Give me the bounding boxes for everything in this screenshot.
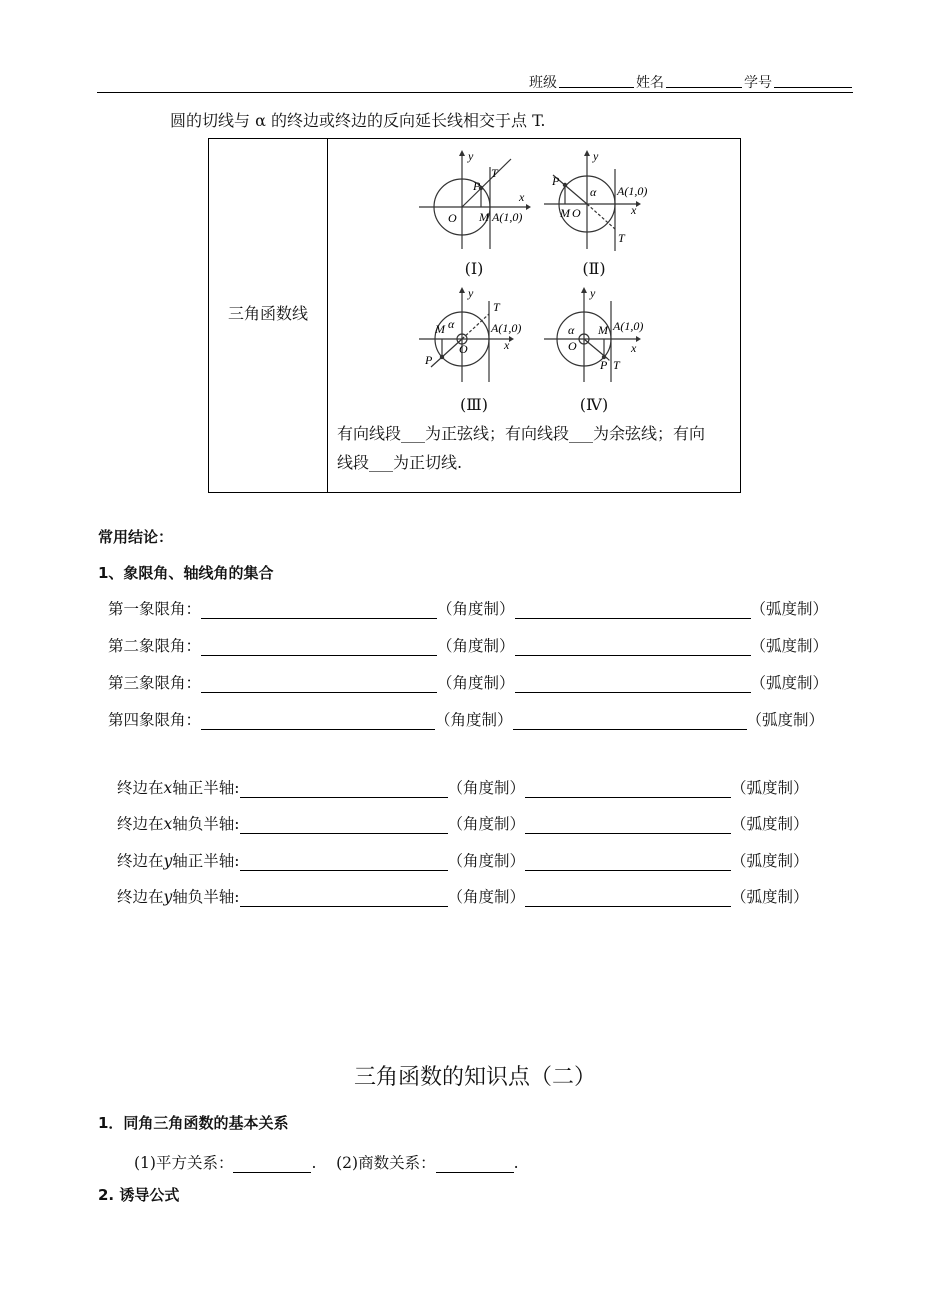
- caption-1: (Ⅰ): [464, 259, 484, 278]
- degree-label: （角度制）: [447, 852, 526, 870]
- svg-text:A(1,0): A(1,0): [491, 321, 522, 335]
- radian-blank[interactable]: [515, 639, 751, 656]
- axis-post: 轴负半轴:: [172, 888, 240, 906]
- degree-blank[interactable]: [201, 713, 435, 730]
- radian-blank[interactable]: [515, 676, 751, 693]
- axis-row-4: [117, 885, 809, 907]
- square-relation-label: (1)平方关系：: [134, 1154, 234, 1172]
- radian-label: （弧度制）: [731, 815, 809, 833]
- radian-blank[interactable]: [525, 781, 731, 798]
- degree-blank[interactable]: [201, 639, 437, 656]
- svg-text:M: M: [598, 323, 608, 337]
- svg-text:y: y: [590, 287, 596, 300]
- radian-label: （弧度制）: [750, 637, 829, 655]
- degree-label: （角度制）: [437, 674, 515, 692]
- degree-label: （角度制）: [447, 888, 526, 906]
- section-title: 三角函数的知识点（二）: [353, 1065, 596, 1090]
- axis-var: x: [163, 779, 173, 797]
- radian-blank[interactable]: [525, 817, 731, 834]
- svg-text:α: α: [568, 323, 575, 337]
- degree-blank[interactable]: [240, 817, 448, 834]
- svg-text:O: O: [459, 342, 468, 356]
- svg-text:M: M: [435, 322, 445, 336]
- note-line-1: 有向线段___为正弦线；有向线段___为余弦线；有向: [337, 424, 706, 443]
- degree-label: （角度制）: [447, 815, 526, 833]
- id-label: 学号: [744, 75, 772, 91]
- quadrant-sets-heading: 1、象限角、轴线角的集合: [98, 564, 274, 582]
- page-header: [97, 70, 853, 93]
- svg-text:y: y: [468, 149, 474, 163]
- quadrant-label: 第一象限角：: [108, 600, 202, 618]
- degree-blank[interactable]: [201, 676, 437, 693]
- trig-lines-table: [208, 138, 741, 493]
- quadrant-row-1: [108, 597, 828, 619]
- axis-pre: 终边在: [117, 888, 164, 906]
- svg-text:T: T: [618, 231, 625, 245]
- axis-post: 轴正半轴:: [172, 852, 240, 870]
- axis-row-2: [117, 812, 809, 834]
- quadrant-label: 第四象限角：: [108, 711, 202, 729]
- svg-text:x: x: [631, 341, 637, 355]
- quadrant-label: 第三象限角：: [108, 674, 202, 692]
- note-line-2: 线段___为正切线.: [337, 453, 463, 472]
- svg-text:P: P: [473, 179, 481, 193]
- axis-row-1: [117, 776, 809, 798]
- quadrant-row-2: [108, 634, 828, 656]
- axis-post: 轴负半轴:: [172, 815, 240, 833]
- conclusions-heading: 常用结论：: [98, 528, 174, 546]
- diagram-2: [544, 149, 664, 258]
- radian-label: （弧度制）: [746, 711, 825, 729]
- radian-label: （弧度制）: [731, 779, 809, 797]
- diagram-4: [544, 287, 664, 391]
- axis-pre: 终边在: [117, 852, 164, 870]
- radian-label: （弧度制）: [731, 888, 809, 906]
- quadrant-row-3: [108, 671, 828, 693]
- id-blank[interactable]: [774, 72, 852, 88]
- axis-pre: 终边在: [117, 815, 164, 833]
- svg-text:x: x: [519, 190, 525, 204]
- degree-blank[interactable]: [201, 602, 437, 619]
- svg-text:T: T: [493, 300, 500, 314]
- relations-row: (1)平方关系： . (2)商数关系： .: [134, 1154, 519, 1172]
- svg-text:A(1,0): A(1,0): [617, 184, 648, 198]
- caption-3: (Ⅲ): [460, 395, 488, 414]
- radian-label: （弧度制）: [750, 600, 829, 618]
- svg-text:P: P: [600, 358, 608, 372]
- svg-text:α: α: [590, 185, 597, 199]
- radian-label: （弧度制）: [731, 852, 809, 870]
- degree-label: （角度制）: [437, 637, 515, 655]
- diagram-1: [417, 149, 537, 258]
- svg-text:x: x: [631, 203, 637, 217]
- svg-text:O: O: [448, 211, 457, 225]
- degree-label: （角度制）: [435, 711, 513, 729]
- svg-text:x: x: [504, 338, 510, 352]
- intro-text: 圆的切线与 α 的终边或终边的反向延长线相交于点 T.: [170, 111, 546, 130]
- trig-lines-note: [337, 419, 735, 477]
- radian-blank[interactable]: [513, 713, 747, 730]
- quadrant-label: 第二象限角：: [108, 637, 202, 655]
- class-label: 班级: [529, 75, 557, 91]
- svg-text:M: M: [560, 206, 570, 220]
- svg-text:P: P: [552, 174, 560, 188]
- svg-text:y: y: [593, 149, 599, 163]
- axis-var: y: [163, 852, 173, 870]
- degree-label: （角度制）: [437, 600, 515, 618]
- class-blank[interactable]: [559, 72, 634, 88]
- table-divider: [327, 139, 328, 492]
- axis-row-3: [117, 849, 809, 871]
- svg-text:α: α: [448, 317, 455, 331]
- svg-text:y: y: [468, 287, 474, 300]
- svg-text:T: T: [491, 166, 498, 180]
- degree-blank[interactable]: [240, 890, 448, 907]
- svg-text:P: P: [425, 353, 433, 367]
- square-relation-blank[interactable]: [233, 1156, 311, 1173]
- diagram-3: [417, 287, 537, 391]
- svg-text:T: T: [613, 358, 620, 372]
- svg-text:O: O: [572, 206, 581, 220]
- quotient-relation-blank[interactable]: [436, 1156, 514, 1173]
- degree-label: （角度制）: [447, 779, 526, 797]
- radian-blank[interactable]: [515, 602, 751, 619]
- induction-formulas-heading: 2. 诱导公式: [98, 1186, 180, 1204]
- svg-text:A(1,0): A(1,0): [492, 210, 523, 224]
- radian-blank[interactable]: [525, 854, 731, 871]
- name-label: 姓名: [636, 75, 664, 91]
- caption-4: (Ⅳ): [579, 395, 609, 414]
- axis-post: 轴正半轴:: [172, 779, 240, 797]
- svg-text:A(1,0): A(1,0): [613, 319, 644, 333]
- svg-text:O: O: [568, 339, 577, 353]
- radian-blank[interactable]: [525, 890, 731, 907]
- svg-text:M: M: [479, 210, 489, 224]
- name-blank[interactable]: [666, 72, 742, 88]
- axis-var: x: [163, 815, 173, 833]
- degree-blank[interactable]: [240, 781, 448, 798]
- degree-blank[interactable]: [240, 854, 448, 871]
- quotient-relation-label: (2)商数关系：: [336, 1154, 436, 1172]
- basic-relations-heading: 1．同角三角函数的基本关系: [98, 1114, 289, 1132]
- row-label: 三角函数线: [227, 304, 308, 323]
- quadrant-row-4: [108, 708, 824, 730]
- axis-pre: 终边在: [117, 779, 164, 797]
- caption-2: (Ⅱ): [582, 259, 606, 278]
- radian-label: （弧度制）: [750, 674, 829, 692]
- axis-var: y: [163, 888, 173, 906]
